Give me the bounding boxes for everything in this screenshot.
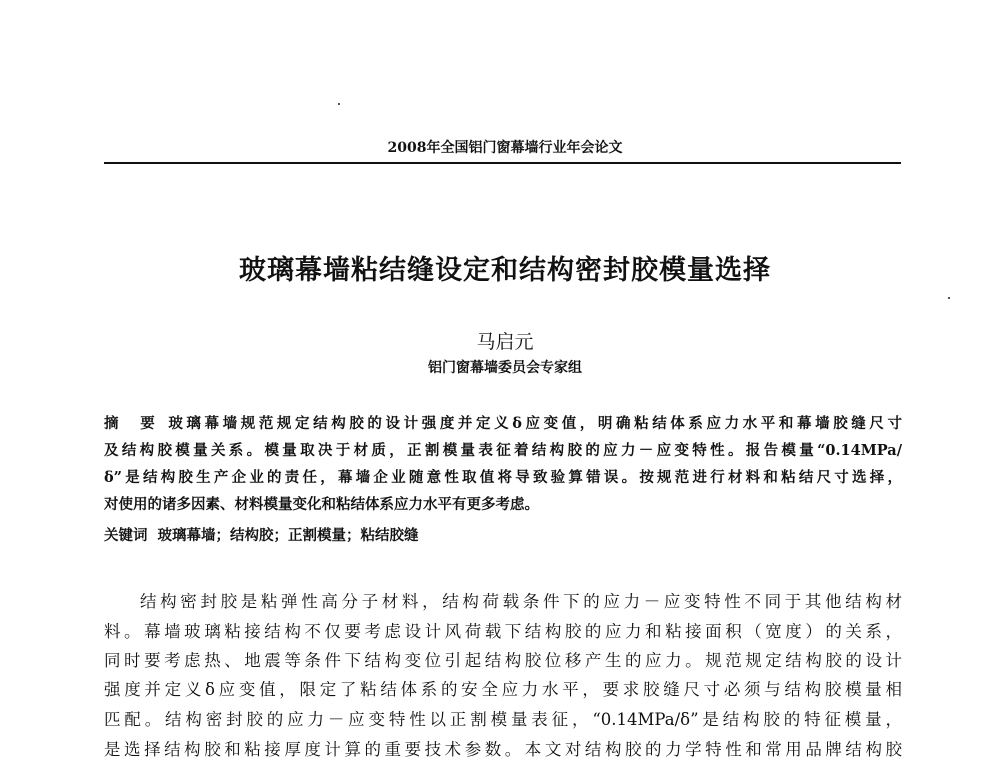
paper-title: 玻璃幕墙粘结缝设定和结构密封胶模量选择 xyxy=(239,255,771,286)
body-line: 结构密封胶是粘弹性高分子材料，结构荷载条件下的应力－应变特性不同于其他结构材 xyxy=(140,592,902,611)
running-header: 2008年全国铝门窗幕墙行业年会论文 xyxy=(387,140,623,156)
abstract-line: 及结构胶模量关系。模量取决于材质，正割模量表征着结构胶的应力－应变特性。报告模量“0.14MPa/ xyxy=(104,442,902,459)
keywords-label: 关键词 xyxy=(104,527,148,544)
body-line: 同时要考虑热、地震等条件下结构变位引起结构胶位移产生的应力。规范规定结构胶的设计 xyxy=(104,651,902,670)
abstract-label: 摘 要 xyxy=(104,415,159,432)
keywords-text: 玻璃幕墙；结构胶；正割模量；粘结胶缝 xyxy=(157,527,419,544)
keywords xyxy=(104,526,902,546)
body-line: 匹配。结构密封胶的应力－应变特性以正割模量表征，“0.14MPa/δ”是结构胶的特征模量， xyxy=(104,710,902,729)
abstract-line: δ”是结构胶生产企业的责任，幕墙企业随意性取值将导致验算错误。按规范进行材料和粘结尺寸选择， xyxy=(104,469,902,486)
author: 马启元 xyxy=(476,331,534,353)
header-rule xyxy=(104,162,901,164)
abstract-line: 对使用的诸多因素、材料模量变化和粘结体系应力水平有更多考虑。 xyxy=(104,496,539,513)
body-line: 强度并定义δ应变值，限定了粘结体系的安全应力水平，要求胶缝尺寸必须与结构胶模量相 xyxy=(104,680,902,699)
affiliation: 铝门窗幕墙委员会专家组 xyxy=(428,360,582,376)
body-line: 是选择结构胶和粘接厚度计算的重要技术参数。本文对结构胶的力学特性和常用品牌结构胶 xyxy=(104,740,902,759)
abstract-line: 摘 要 玻璃幕墙规范规定结构胶的设计强度并定义δ应变值，明确粘结体系应力水平和幕墙胶缝尺寸 xyxy=(104,415,902,432)
scan-speck xyxy=(338,103,340,105)
scan-speck xyxy=(948,297,950,299)
body-line: 料。幕墙玻璃粘接结构不仅要考虑设计风荷载下结构胶的应力和粘接面积（宽度）的关系， xyxy=(104,622,902,641)
